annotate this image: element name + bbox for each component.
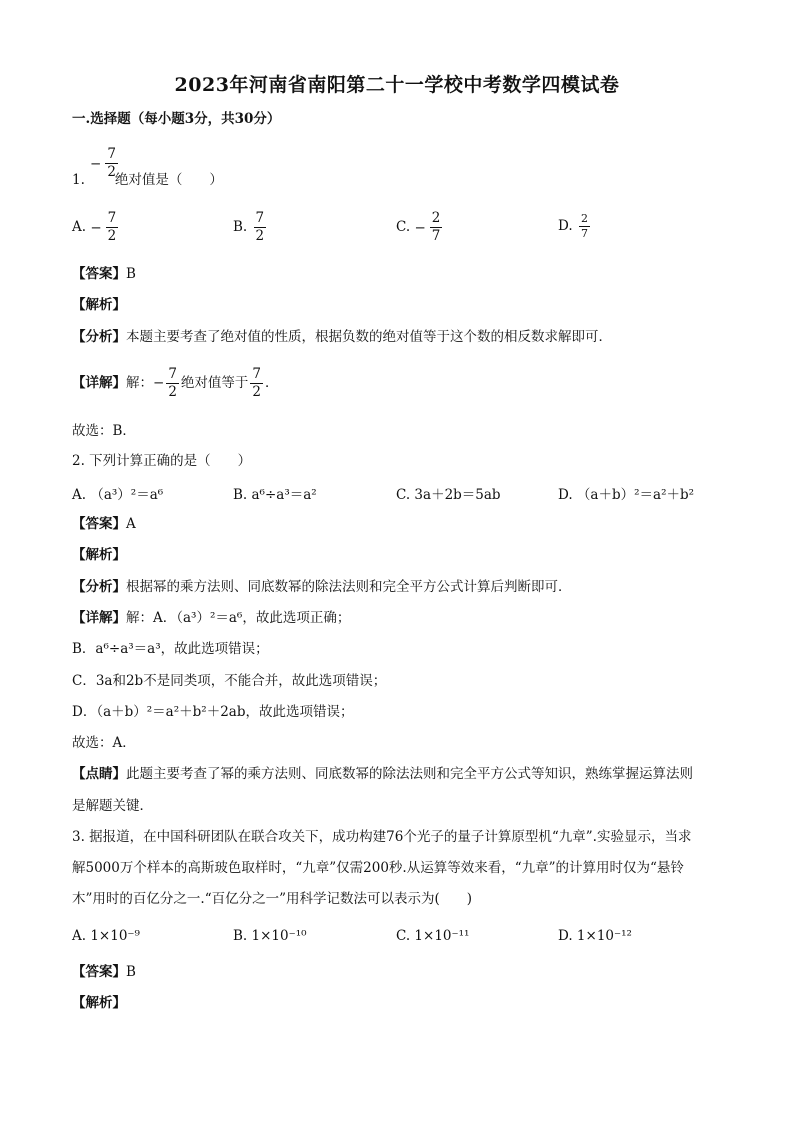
q2-option-a: A. （a³）²＝a⁶ xyxy=(72,487,164,503)
q1-answer: 【答案】B xyxy=(72,266,136,282)
q2-analysis-tag: 【解析】 xyxy=(72,547,126,563)
q1-option-a: A. − $\frac{7}{2}$ xyxy=(72,210,117,244)
q1-number: 1. xyxy=(72,172,85,188)
q1-stem-text: 绝对值是（ ） xyxy=(114,172,223,188)
q3-stem-line2: 解5000万个样本的高斯玻色取样时，“九章”仅需200秒.从运算等效来看，“九章”的计算用时仅为“悬铃 xyxy=(72,860,684,876)
q1-option-b: B. $\frac{7}{2}$ xyxy=(233,210,265,244)
q3-answer: 【答案】B xyxy=(72,964,136,980)
q1-stem-fraction: − $\frac{7}{2}$ xyxy=(90,146,116,180)
q2-fenxi: 【分析】根据幂的乘方法则、同底数幂的除法法则和完全平方公式计算后判断即可． xyxy=(72,579,572,595)
q1-fenxi: 【分析】本题主要考查了绝对值的性质，根据负数的绝对值等于这个数的相反数求解即可． xyxy=(72,329,612,345)
q3-option-d: D. 1×10⁻¹² xyxy=(558,928,632,944)
q3-stem-line3: 木”用时的百亿分之一.“百亿分之一”用科学记数法可以表示为( ) xyxy=(72,891,473,907)
q2-detail-c: C．3a和2b不是同类项，不能合并，故此选项错误； xyxy=(72,673,387,689)
q2-option-b: B. a⁶÷a³＝a² xyxy=(233,487,317,503)
q2-answer: 【答案】A xyxy=(72,516,136,532)
q2-dianjing-cont: 是解题关键． xyxy=(72,798,153,814)
q2-option-c: C. 3a＋2b＝5ab xyxy=(396,487,501,503)
q1-detail: 【详解】解：− $\frac{7}{2}$ 绝对值等于 $\frac{7}{2}$ ． xyxy=(72,366,279,400)
q3-option-a: A. 1×10⁻⁹ xyxy=(72,928,140,944)
q1-option-d: D. $\frac{2}{7}$ xyxy=(558,212,588,240)
q2-choose: 故选：A． xyxy=(72,735,136,751)
q2-stem: 2. 下列计算正确的是（ ） xyxy=(72,453,252,469)
q2-detail-b: B．a⁶÷a³＝a³，故此选项错误； xyxy=(72,641,269,657)
q3-option-b: B. 1×10⁻¹⁰ xyxy=(233,928,307,944)
q2-dianjing: 【点睛】此题主要考查了幂的乘方法则、同底数幂的除法法则和完全平方公式等知识，熟练掌握运算法则 xyxy=(72,766,693,782)
page-title: 2023年河南省南阳第二十一学校中考数学四模试卷 xyxy=(174,74,620,96)
section-heading: 一.选择题（每小题3分，共30分） xyxy=(72,111,281,127)
q1-analysis-tag: 【解析】 xyxy=(72,297,126,313)
q3-option-c: C. 1×10⁻¹¹ xyxy=(396,928,470,944)
q2-detail-a: 【详解】解：A．（a³）²＝a⁶，故此选项正确； xyxy=(72,610,351,626)
q1-stem xyxy=(72,171,223,189)
q1-choose: 故选：B． xyxy=(72,423,136,439)
q2-detail-d: D．（a＋b）²＝a²＋b²＋2ab，故此选项错误； xyxy=(72,704,354,720)
q2-option-d: D. （a＋b）²＝a²＋b² xyxy=(558,487,695,503)
q3-stem-line1: 3. 据报道，在中国科研团队在联合攻关下，成功构建76个光子的量子计算原型机“九章”.实验显示，当求 xyxy=(72,829,692,845)
q1-option-c: C. − $\frac{2}{7}$ xyxy=(396,210,441,244)
q3-analysis-tag: 【解析】 xyxy=(72,995,126,1011)
